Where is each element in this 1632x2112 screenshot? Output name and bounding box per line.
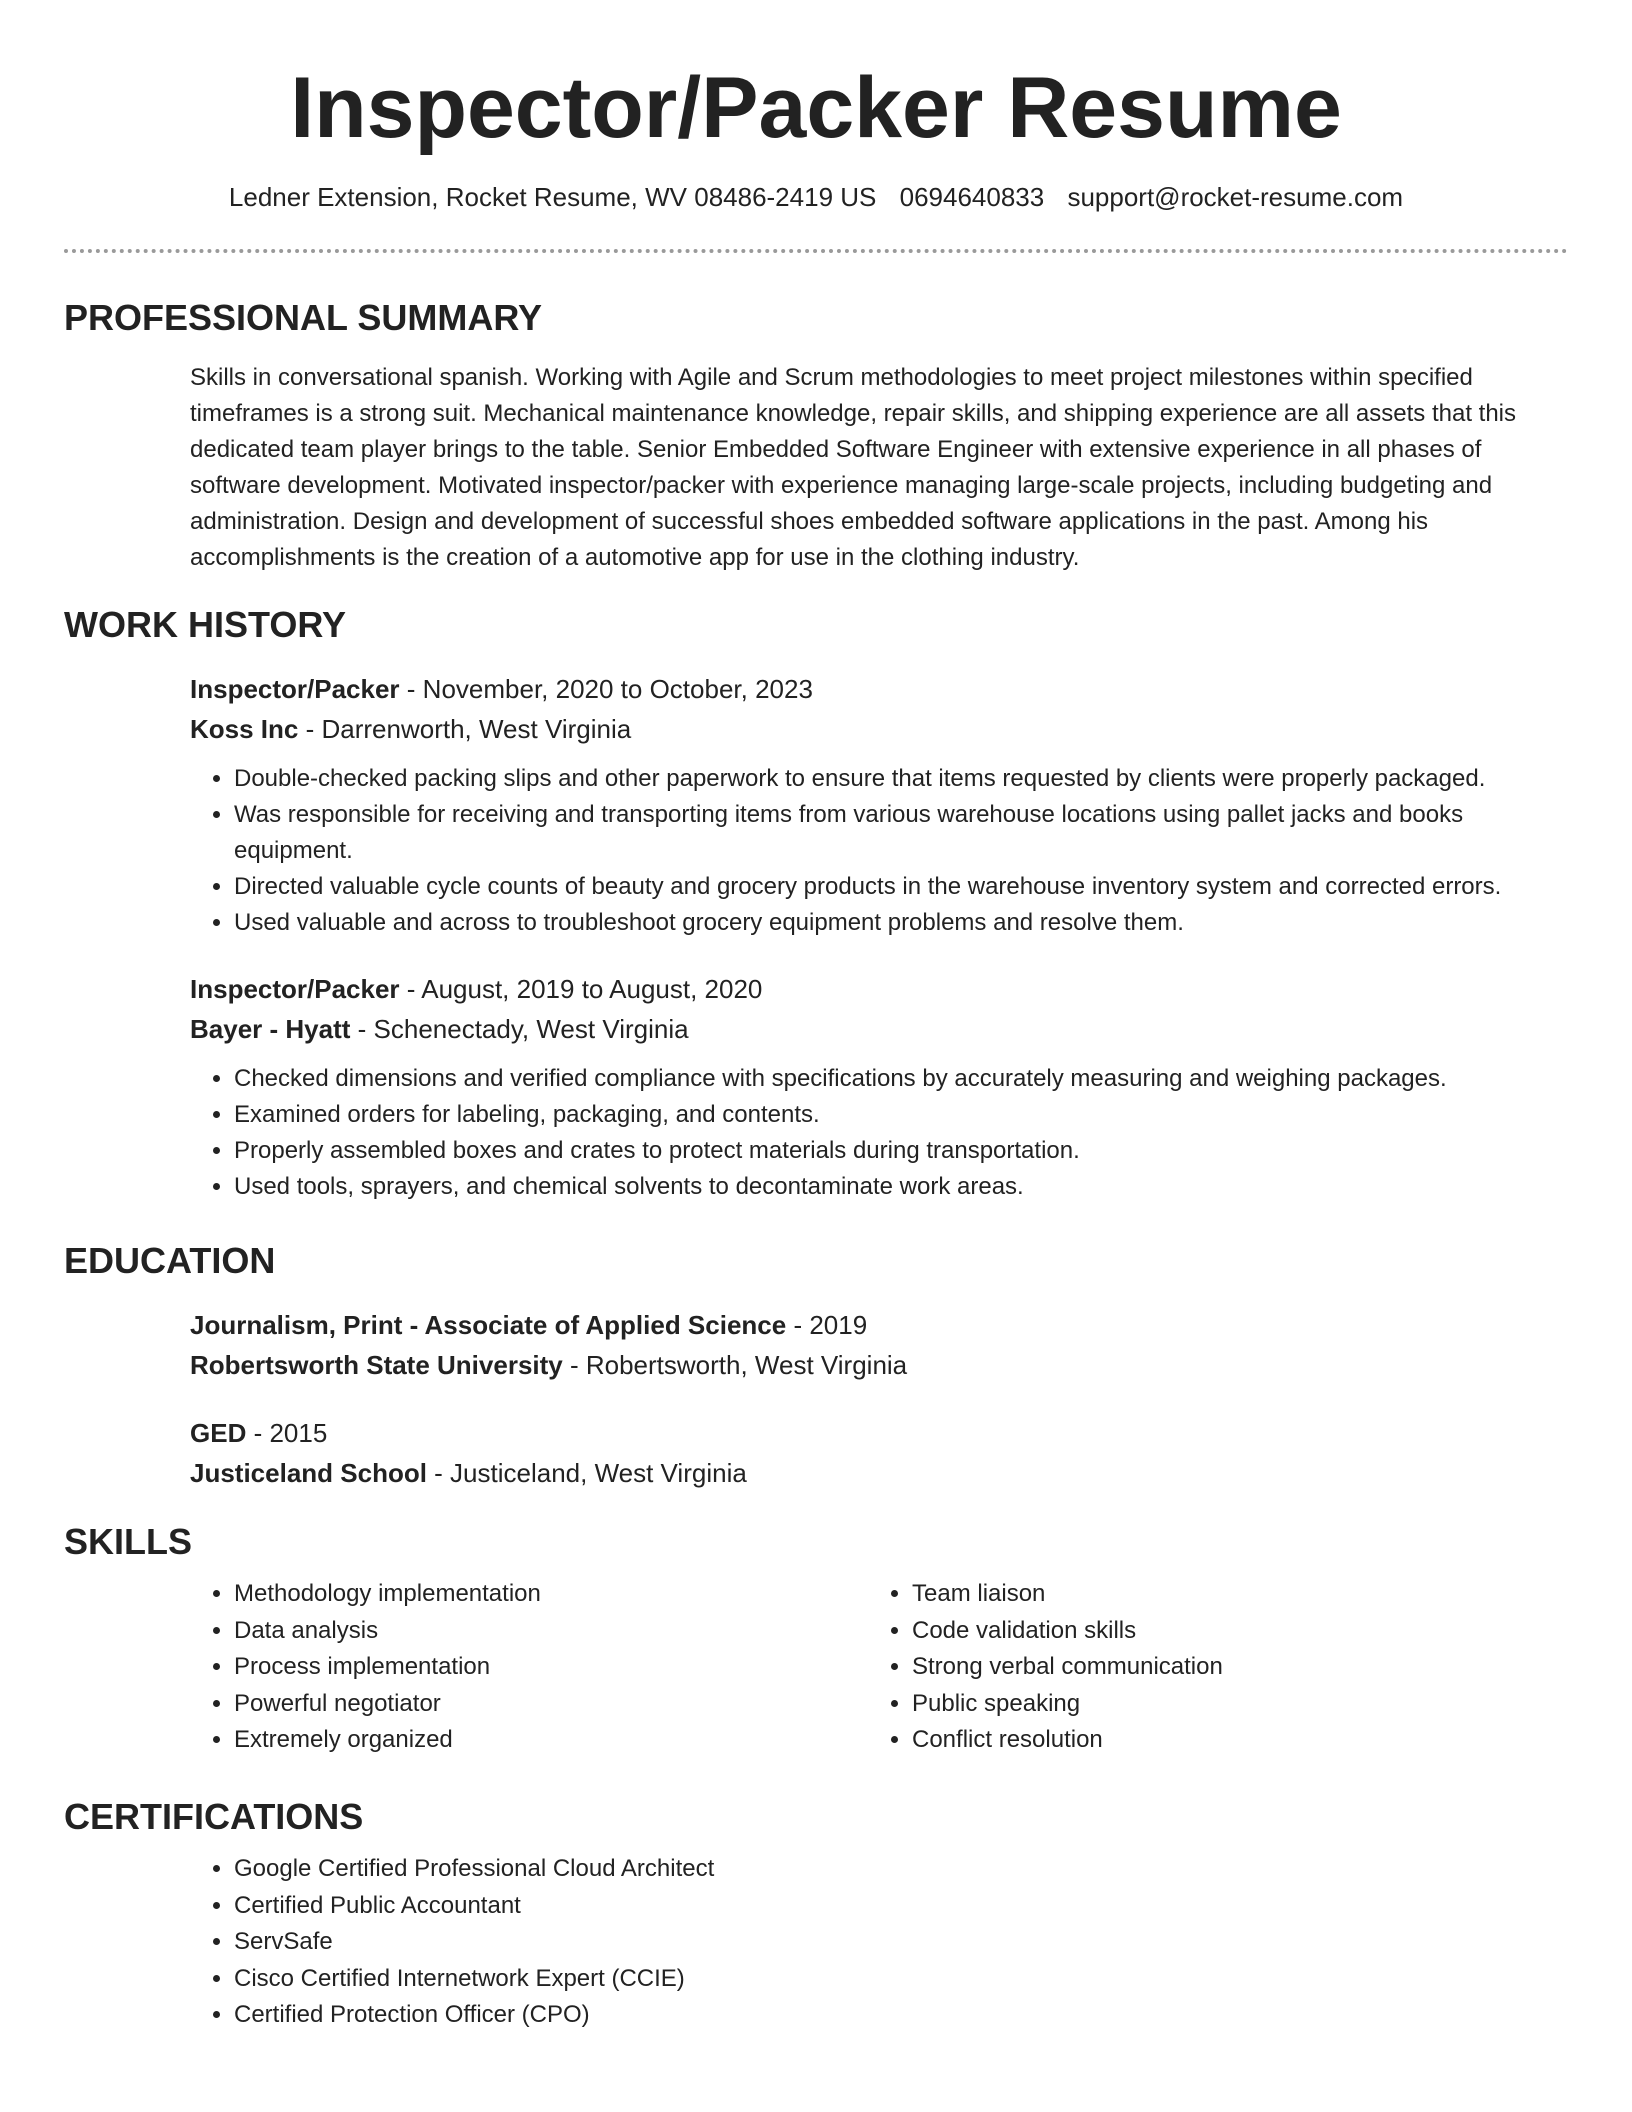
summary-text: Skills in conversational spanish. Working with Agile and Scrum methodologies to meet project milestones within specified timeframes is a strong suit. Mechanical maintenance knowledge, repair skills, and shipping experience are all assets that this dedicated team player brings to the table. Senior Embedded Software Engineer with extensive experience in all phases of software development. Motivated inspector/packer with experience managing large-scale projects, including budgeting and administration. Design and development of successful shoes embedded software applications in the past. Among his accomplishments is the creation of a automotive app for use in the clothing industry. — [190, 364, 1516, 571]
contact-line — [0, 180, 1632, 214]
job-dates: - August, 2019 to August, 2020 — [399, 974, 763, 1004]
section-heading-work: WORK HISTORY — [64, 604, 347, 645]
skills-column-right — [868, 1576, 1546, 1759]
school-location: - Robertsworth, West Virginia — [562, 1350, 908, 1380]
work-history-section — [64, 603, 1568, 1205]
school-location: - Justiceland, West Virginia — [426, 1458, 747, 1488]
job-bullet: • Directed valuable cycle counts of beauty and grocery products in the warehouse inventory system and corrected errors. — [234, 869, 1568, 905]
summary-section — [64, 296, 1568, 576]
skill-item: • Strong verbal communication — [912, 1649, 1546, 1686]
job-bullet: • Double-checked packing slips and other paperwork to ensure that items requested by clients were properly packaged. — [234, 761, 1568, 797]
degree-year: - 2019 — [786, 1310, 868, 1340]
education-entry — [190, 1413, 1568, 1493]
job-bullet: • Used tools, sprayers, and chemical solvents to decontaminate work areas. — [234, 1169, 1568, 1205]
skills-grid — [190, 1576, 1568, 1759]
section-heading-skills: SKILLS — [64, 1521, 193, 1562]
job-location: - Darrenworth, West Virginia — [298, 714, 632, 744]
job-company-line — [190, 709, 1568, 749]
school-name: Robertsworth State University — [190, 1350, 563, 1380]
skill-item: • Public speaking — [912, 1686, 1546, 1723]
job-bullet: • Examined orders for labeling, packaging, and contents. — [234, 1097, 1568, 1133]
education-entry — [190, 1305, 1568, 1385]
job-bullet: • Was responsible for receiving and transporting items from various warehouse locations using pallet jacks and books equipment. — [234, 797, 1568, 869]
job-dates: - November, 2020 to October, 2023 — [399, 674, 813, 704]
degree-name: GED — [190, 1418, 247, 1448]
degree-name: Journalism, Print - Associate of Applied Science — [190, 1310, 787, 1340]
resume-title: Inspector/Packer Resume — [290, 60, 1342, 156]
certification-list — [190, 1851, 1568, 2034]
job-location: - Schenectady, West Virginia — [350, 1014, 689, 1044]
skills-section — [64, 1520, 1568, 1759]
address-text: Ledner Extension, Rocket Resume, WV 08486-2419 US — [228, 182, 877, 212]
certifications-section — [64, 1795, 1568, 2034]
degree-line — [190, 1413, 1568, 1453]
section-heading-education: EDUCATION — [64, 1240, 276, 1281]
certification-item: • Google Certified Professional Cloud Architect — [234, 1851, 1568, 1888]
job-entry — [190, 669, 1568, 941]
job-title-line — [190, 669, 1568, 709]
phone-text: 0694640833 — [899, 182, 1045, 212]
job-bullet: • Checked dimensions and verified compliance with specifications by accurately measuring and weighing packages. — [234, 1061, 1568, 1097]
job-title-line — [190, 969, 1568, 1009]
job-title: Inspector/Packer — [190, 974, 400, 1004]
skill-item: • Team liaison — [912, 1576, 1546, 1613]
certification-item: • Cisco Certified Internetwork Expert (CCIE) — [234, 1961, 1568, 1998]
skill-item: • Extremely organized — [234, 1722, 868, 1759]
degree-year: - 2015 — [246, 1418, 328, 1448]
job-company: Bayer - Hyatt — [190, 1014, 351, 1044]
section-heading-summary: PROFESSIONAL SUMMARY — [64, 297, 543, 338]
header-divider — [64, 249, 1568, 253]
job-bullet: • Properly assembled boxes and crates to protect materials during transportation. — [234, 1133, 1568, 1169]
school-line — [190, 1345, 1568, 1385]
certification-item: • Certified Public Accountant — [234, 1888, 1568, 1925]
skill-item: • Methodology implementation — [234, 1576, 868, 1613]
job-company: Koss Inc — [190, 714, 299, 744]
skill-item: • Data analysis — [234, 1613, 868, 1650]
school-line — [190, 1453, 1568, 1493]
skills-column-left — [190, 1576, 868, 1759]
job-entry — [190, 969, 1568, 1205]
school-name: Justiceland School — [190, 1458, 427, 1488]
skill-item: • Process implementation — [234, 1649, 868, 1686]
skill-item: • Powerful negotiator — [234, 1686, 868, 1723]
education-section — [64, 1239, 1568, 1493]
certification-item: • Certified Protection Officer (CPO) — [234, 1997, 1568, 2034]
job-title: Inspector/Packer — [190, 674, 400, 704]
skill-item: • Code validation skills — [912, 1613, 1546, 1650]
email-link[interactable]: support@rocket-resume.com — [1067, 182, 1404, 212]
job-bullets — [190, 761, 1568, 941]
section-heading-certifications: CERTIFICATIONS — [64, 1796, 364, 1837]
job-company-line — [190, 1009, 1568, 1049]
degree-line — [190, 1305, 1568, 1345]
job-bullets — [190, 1061, 1568, 1205]
job-bullet: • Used valuable and across to troubleshoot grocery equipment problems and resolve them. — [234, 905, 1568, 941]
certification-item: • ServSafe — [234, 1924, 1568, 1961]
skill-item: • Conflict resolution — [912, 1722, 1546, 1759]
